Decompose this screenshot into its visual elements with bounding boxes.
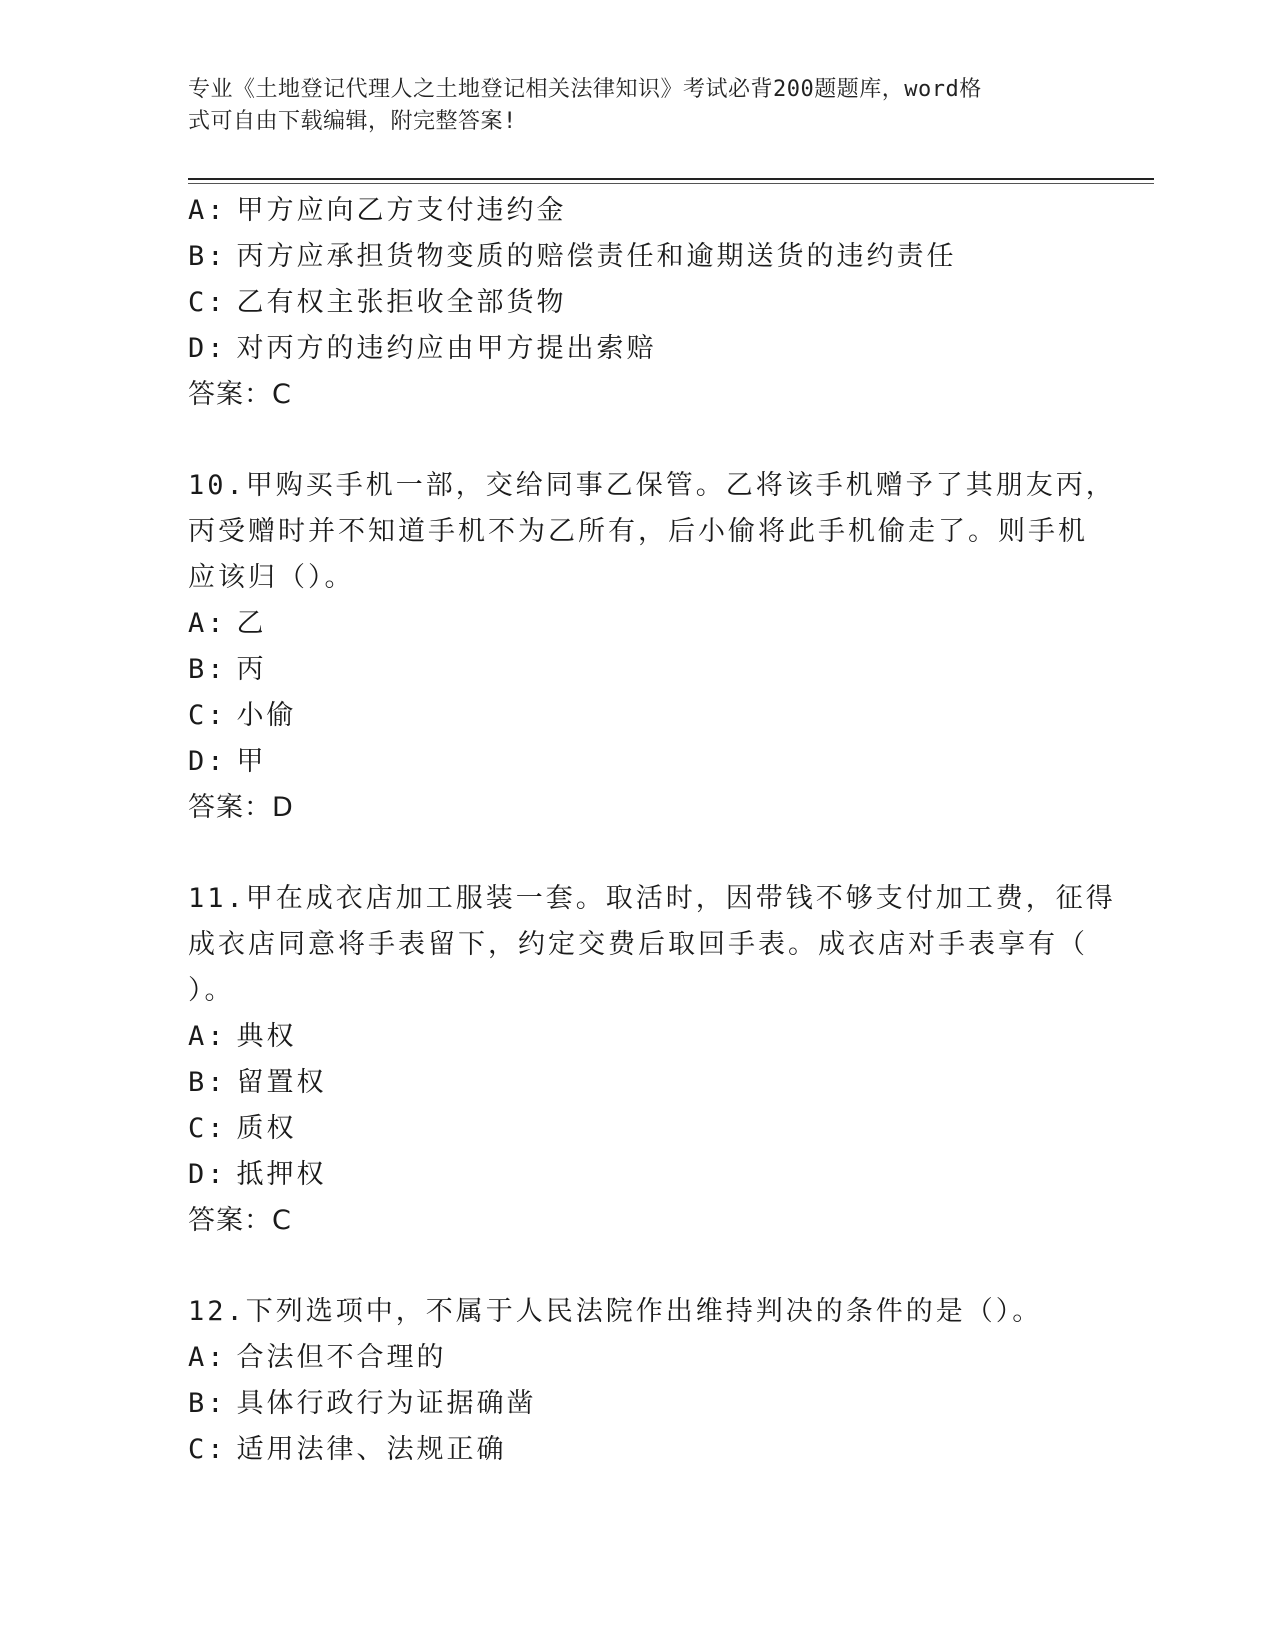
option-b: B: 丙 bbox=[188, 654, 267, 685]
option-a: A: 甲方应向乙方支付违约金 bbox=[188, 195, 567, 226]
option-c: C: 小偷 bbox=[188, 700, 297, 731]
header-line-2: 式可自由下载编辑，附完整答案! bbox=[188, 109, 517, 134]
answer-line: 答案：C bbox=[188, 379, 292, 410]
document-content bbox=[188, 188, 1116, 1473]
header-line-1: 专业《土地登记代理人之土地登记相关法律知识》考试必背200题题库，word格 bbox=[188, 77, 982, 102]
header-rule-thin bbox=[188, 183, 1154, 184]
question-text-line: ）。 bbox=[188, 975, 235, 1006]
option-b: B: 丙方应承担货物变质的赔偿责任和逾期送货的违约责任 bbox=[188, 241, 957, 272]
question-12 bbox=[188, 1289, 1088, 1473]
option-c: C: 适用法律、法规正确 bbox=[188, 1434, 507, 1465]
header-rule-thick bbox=[188, 178, 1154, 180]
question-text-line: 11.甲在成衣店加工服装一套。取活时，因带钱不够支付加工费，征得 bbox=[188, 883, 1116, 914]
option-c: C: 乙有权主张拒收全部货物 bbox=[188, 287, 567, 318]
option-b: B: 具体行政行为证据确凿 bbox=[188, 1388, 537, 1419]
question-text-line: 10.甲购买手机一部，交给同事乙保管。乙将该手机赠予了其朋友丙， bbox=[188, 470, 1116, 501]
option-d: D: 对丙方的违约应由甲方提出索赔 bbox=[188, 333, 657, 364]
question-text-line: 应该归（）。 bbox=[188, 562, 355, 593]
question-9-continuation bbox=[188, 188, 1088, 418]
option-a: A: 乙 bbox=[188, 608, 267, 639]
option-a: A: 典权 bbox=[188, 1021, 297, 1052]
option-a: A: 合法但不合理的 bbox=[188, 1342, 447, 1373]
question-11 bbox=[188, 876, 1116, 1244]
answer-line: 答案：C bbox=[188, 1205, 292, 1236]
option-b: B: 留置权 bbox=[188, 1067, 327, 1098]
question-text-line: 丙受赠时并不知道手机不为乙所有，后小偷将此手机偷走了。则手机 bbox=[188, 516, 1088, 547]
question-10 bbox=[188, 463, 1116, 831]
document-header bbox=[188, 74, 1068, 138]
question-text-line: 12.下列选项中，不属于人民法院作出维持判决的条件的是（）。 bbox=[188, 1296, 1043, 1327]
question-text-line: 成衣店同意将手表留下，约定交费后取回手表。成衣店对手表享有（ bbox=[188, 929, 1088, 960]
option-c: C: 质权 bbox=[188, 1113, 297, 1144]
option-d: D: 抵押权 bbox=[188, 1159, 327, 1190]
answer-line: 答案：D bbox=[188, 792, 294, 823]
option-d: D: 甲 bbox=[188, 746, 267, 777]
